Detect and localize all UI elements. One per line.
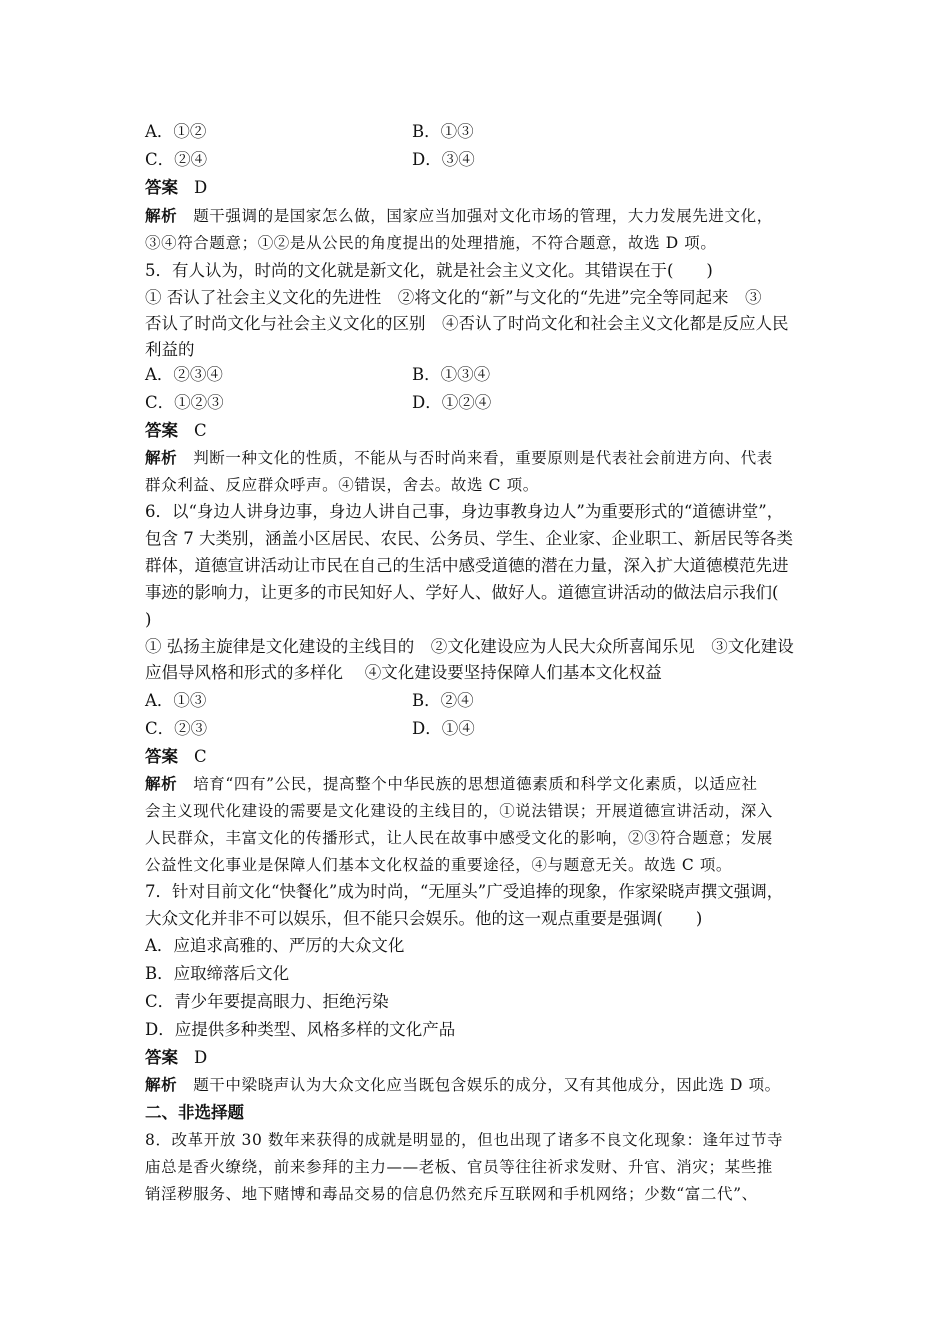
q7-analysis-line <box>145 1074 781 1096</box>
q4-option-a: A．①② <box>145 122 207 141</box>
q8-stem-line: 庙总是香火缭绕，前来参拜的主力——老板、官员等往往祈求发财、升官、消灾；某些推 <box>145 1158 773 1176</box>
q7-option-c: C．青少年要提高眼力、拒绝污染 <box>145 992 389 1011</box>
q5-option-a: A．②③④ <box>145 365 223 384</box>
analysis-text: 题干强调的是国家怎么做，国家应当加强对文化市场的管理，大力发展先进文化， <box>193 207 773 225</box>
q7-option-a: A．应追求高雅的、严厉的大众文化 <box>145 936 405 955</box>
answer-label: 答案 <box>145 178 178 197</box>
answer-value: C <box>194 421 207 440</box>
q7-option-d: D．应提供多种类型、风格多样的文化产品 <box>145 1020 456 1039</box>
q6-analysis-line: 公益性文化事业是保障人们基本文化权益的重要途径，④与题意无关。故选 C 项。 <box>145 856 733 874</box>
answer-label: 答案 <box>145 1048 178 1067</box>
q5-item-line: 否认了时尚文化与社会主义文化的区别 ④否认了时尚文化和社会主义文化都是反应人民 <box>145 314 789 333</box>
analysis-label: 解析 <box>145 448 178 467</box>
q5-option-c: C．①②③ <box>145 393 224 412</box>
analysis-text: 培育“四有”公民，提高整个中华民族的思想道德素质和科学文化素质，以适应社 <box>193 775 758 793</box>
q6-option-d: D．①④ <box>412 719 475 738</box>
q6-stem-line: 群体，道德宣讲活动让市民在自己的生活中感受道德的潜在力量，深入扩大道德模范先进 <box>145 556 789 575</box>
q5-analysis-line <box>145 447 773 469</box>
q4-option-c: C．②④ <box>145 150 208 169</box>
analysis-text: 判断一种文化的性质，不能从与否时尚来看，重要原则是代表社会前进方向、代表 <box>193 449 773 467</box>
q6-analysis-line: 人民群众，丰富文化的传播形式，让人民在故事中感受文化的影响，②③符合题意；发展 <box>145 829 773 847</box>
q8-stem-line: 销淫秽服务、地下赌博和毒品交易的信息仍然充斥互联网和手机网络；少数“富二代”、 <box>145 1185 758 1203</box>
q5-stem: 5．有人认为，时尚的文化就是新文化，就是社会主义文化。其错误在于( ) <box>145 261 713 280</box>
q7-answer <box>145 1047 207 1069</box>
q4-analysis-line: ③④符合题意；①②是从公民的角度提出的处理措施，不符合题意，故选 D 项。 <box>145 234 717 252</box>
q5-item-line: 利益的 <box>145 340 195 359</box>
answer-label: 答案 <box>145 421 178 440</box>
q4-analysis-line <box>145 205 773 227</box>
q6-item-line: ① 弘扬主旋律是文化建设的主线目的 ②文化建设应为人民大众所喜闻乐见 ③文化建设 <box>145 637 794 656</box>
q5-item-line: ① 否认了社会主义文化的先进性 ②将文化的“新”与文化的“先进”完全等同起来 ③ <box>145 288 762 307</box>
q6-item-line: 应倡导风格和形式的多样化 ④文化建设要坚持保障人们基本文化权益 <box>145 663 662 682</box>
analysis-label: 解析 <box>145 774 178 793</box>
q6-stem-line: 包含 7 大类别，涵盖小区居民、农民、公务员、学生、企业家、企业职工、新居民等各类 <box>145 529 793 548</box>
q5-answer <box>145 420 207 442</box>
q6-analysis-line: 会主义现代化建设的需要是文化建设的主线目的，①说法错误；开展道德宣讲活动，深入 <box>145 802 773 820</box>
analysis-text: 题干中梁晓声认为大众文化应当既包含娱乐的成分，又有其他成分，因此选 D 项。 <box>193 1076 781 1094</box>
q4-answer <box>145 177 207 199</box>
q6-stem-line: ) <box>145 610 152 629</box>
q6-option-c: C．②③ <box>145 719 208 738</box>
q5-analysis-line: 群众利益、反应群众呼声。④错误，舍去。故选 C 项。 <box>145 476 539 494</box>
q6-option-b: B．②④ <box>412 691 474 710</box>
q7-stem-line: 7．针对目前文化“快餐化”成为时尚，“无厘头”广受追捧的现象，作家梁晓声撰文强调， <box>145 882 784 901</box>
q6-stem-line: 事迹的影响力，让更多的市民知好人、学好人、做好人。道德宣讲活动的做法启示我们( <box>145 583 779 602</box>
answer-value: C <box>194 747 207 766</box>
q5-option-d: D．①②④ <box>412 393 492 412</box>
q4-option-d: D．③④ <box>412 150 475 169</box>
q6-analysis-line <box>145 773 758 795</box>
section-heading: 二、非选择题 <box>145 1103 244 1122</box>
q4-option-b: B．①③ <box>412 122 474 141</box>
answer-value: D <box>194 1048 208 1067</box>
answer-label: 答案 <box>145 747 178 766</box>
q5-option-b: B．①③④ <box>412 365 491 384</box>
analysis-label: 解析 <box>145 206 178 225</box>
q6-option-a: A．①③ <box>145 691 207 710</box>
q6-answer <box>145 746 207 768</box>
answer-value: D <box>194 178 208 197</box>
analysis-label: 解析 <box>145 1075 178 1094</box>
q8-stem-line: 8．改革开放 30 数年来获得的成就是明显的，但也出现了诸多不良文化现象：逢年过节寺 <box>145 1131 784 1149</box>
q7-option-b: B．应取缔落后文化 <box>145 964 290 983</box>
q6-stem-line: 6．以“身边人讲身边事，身边人讲自己事，身边事教身边人”为重要形式的“道德讲堂”， <box>145 502 784 521</box>
q7-stem-line: 大众文化并非不可以娱乐，但不能只会娱乐。他的这一观点重要是强调( ) <box>145 909 703 928</box>
